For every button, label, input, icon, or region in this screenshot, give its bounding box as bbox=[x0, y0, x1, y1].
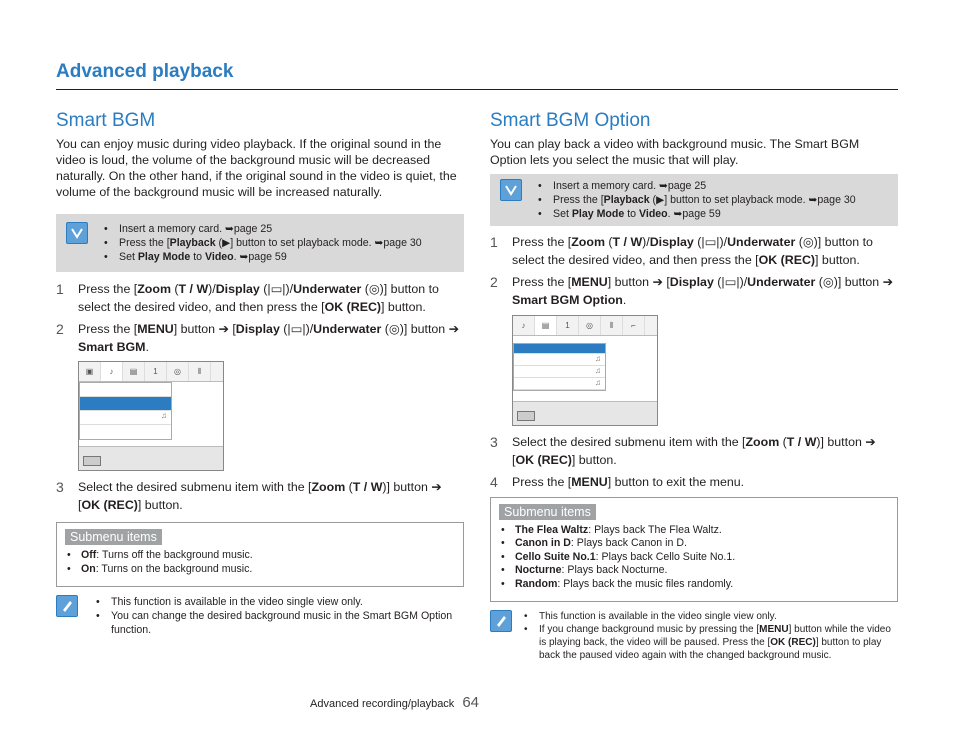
note-item: • Insert a memory card. ➥page 25 bbox=[104, 222, 422, 236]
tab-icon: ▤ bbox=[123, 362, 145, 381]
step-4: 4 Press the [MENU] button to exit the menu. bbox=[490, 474, 745, 490]
playback-icon: ▶ bbox=[656, 194, 665, 206]
screen-footer bbox=[513, 401, 657, 425]
submenu-items-label: Submenu items bbox=[65, 529, 162, 545]
checkmark-note-icon bbox=[500, 179, 522, 201]
submenu-row: ♫ bbox=[80, 411, 171, 425]
note-item: • Set Play Mode to Video. ➥page 59 bbox=[538, 207, 856, 221]
memo-item: • If you change background music by pressing the [MENU] button while the video is playing back, the video will be paused. Press the [OK (REC)] button to play back the paused video again with the changed background music. bbox=[524, 623, 898, 662]
note-item: • Set Play Mode to Video. ➥page 59 bbox=[104, 250, 422, 264]
underwater-icon: ◎ bbox=[368, 282, 380, 296]
memo-box bbox=[490, 610, 898, 662]
tab-icon: ♪ bbox=[513, 316, 535, 335]
submenu-list bbox=[513, 343, 606, 391]
underwater-icon: ◎ bbox=[388, 322, 400, 336]
display-icon: |▭| bbox=[267, 282, 286, 296]
note-item: • Press the [Playback (▶] button to set playback mode. ➥page 30 bbox=[104, 236, 422, 250]
submenu-row-selected bbox=[80, 397, 171, 411]
submenu-items-label: Submenu items bbox=[499, 504, 596, 520]
smart-bgm-option-section bbox=[490, 110, 898, 662]
tab-icon: ♪ bbox=[101, 362, 123, 381]
submenu-row: ♫ bbox=[514, 354, 605, 366]
tab-icon: ◎ bbox=[167, 362, 189, 381]
submenu-row: ♫ bbox=[514, 378, 605, 390]
display-icon: |▭| bbox=[721, 275, 740, 289]
tab-icon: 1 bbox=[557, 316, 579, 335]
footer-section: Advanced recording/playback bbox=[310, 698, 455, 710]
submenu-item: • On: Turns on the background music. bbox=[65, 563, 455, 577]
page-number: 64 bbox=[462, 694, 479, 711]
submenu-row: ♫ bbox=[514, 366, 605, 378]
smart-bgm-intro: You can enjoy music during video playback. If the original sound in the video is loud, the volume of the background music will be decreased naturally. On the other hand, if the original sound in the video is quiet, the volume of the background music will be increased naturally. bbox=[56, 137, 457, 199]
step-2: 2 Press the [MENU] button ➔ [Display (|▭|)/Underwater (◎)] button ➔ Smart BGM. bbox=[56, 321, 460, 354]
camera-menu-screen-smart-bgm-option bbox=[512, 315, 658, 426]
submenu-item: • Canon in D: Plays back Canon in D. bbox=[499, 537, 889, 551]
step-1: 1 Press the [Zoom (T / W)/Display (|▭|)/Underwater (◎)] button to select the desired video, and then press the [OK (REC)] button. bbox=[490, 234, 873, 267]
memo-item: • This function is available in the video single view only. bbox=[524, 610, 898, 623]
note-item: • Press the [Playback (▶] button to set playback mode. ➥page 30 bbox=[538, 193, 856, 207]
camera-menu-screen-smart-bgm bbox=[78, 361, 224, 471]
submenu-item: • The Flea Waltz: Plays back The Flea Waltz. bbox=[499, 524, 889, 538]
pencil-memo-icon bbox=[56, 595, 78, 617]
header-divider bbox=[56, 89, 898, 90]
back-icon bbox=[517, 411, 535, 421]
submenu-item: • Off: Turns off the background music. bbox=[65, 549, 455, 563]
tab-icon: ▤ bbox=[535, 316, 557, 335]
note-item: • Insert a memory card. ➥page 25 bbox=[538, 179, 856, 193]
submenu-item: • Random: Plays back the music files randomly. bbox=[499, 578, 889, 592]
submenu-list bbox=[79, 382, 172, 440]
memo-box bbox=[56, 595, 464, 637]
smart-bgm-section bbox=[56, 110, 464, 637]
tab-icon: ◎ bbox=[579, 316, 601, 335]
screen-footer bbox=[79, 446, 223, 470]
smart-bgm-option-intro: You can play back a video with background music. The Smart BGM Option lets you select the music that will play. bbox=[490, 137, 860, 167]
display-icon: |▭| bbox=[701, 235, 720, 249]
submenu-item: • Cello Suite No.1: Plays back Cello Suite No.1. bbox=[499, 551, 889, 565]
prerequisite-box bbox=[56, 214, 464, 272]
step-2: 2 Press the [MENU] button ➔ [Display (|▭|)/Underwater (◎)] button ➔ Smart BGM Option. bbox=[490, 274, 894, 307]
prerequisite-box bbox=[490, 174, 898, 226]
smart-bgm-option-title: Smart BGM Option bbox=[490, 110, 651, 131]
playback-icon: ▶ bbox=[222, 237, 231, 249]
tab-icon: ⦀ bbox=[601, 316, 623, 335]
display-icon: |▭| bbox=[287, 322, 306, 336]
submenu-items-box bbox=[490, 497, 898, 603]
submenu-item: • Nocturne: Plays back Nocturne. bbox=[499, 564, 889, 578]
tab-icon: ▣ bbox=[79, 362, 101, 381]
page-header-title: Advanced playback bbox=[56, 61, 234, 82]
underwater-icon: ◎ bbox=[802, 235, 814, 249]
pencil-memo-icon bbox=[490, 610, 512, 632]
step-3: 3 Select the desired submenu item with the [Zoom (T / W)] button ➔ [OK (REC)] button. bbox=[56, 479, 442, 512]
smart-bgm-title: Smart BGM bbox=[56, 110, 156, 131]
tab-icon: ⌐ bbox=[623, 316, 645, 335]
submenu-items-box bbox=[56, 522, 464, 587]
underwater-icon: ◎ bbox=[822, 275, 834, 289]
tab-icon: 1 bbox=[145, 362, 167, 381]
checkmark-note-icon bbox=[66, 222, 88, 244]
page-footer bbox=[310, 694, 479, 711]
memo-item: • This function is available in the video single view only. bbox=[96, 595, 464, 609]
step-3: 3 Select the desired submenu item with the [Zoom (T / W)] button ➔ [OK (REC)] button. bbox=[490, 434, 876, 467]
tab-icon: ⦀ bbox=[189, 362, 211, 381]
submenu-row-selected bbox=[514, 344, 605, 354]
back-icon bbox=[83, 456, 101, 466]
menu-tab-bar bbox=[79, 362, 223, 382]
submenu-row bbox=[80, 383, 171, 397]
memo-item: • You can change the desired background music in the Smart BGM Option function. bbox=[96, 609, 464, 637]
menu-tab-bar bbox=[513, 316, 657, 336]
step-1: 1 Press the [Zoom (T / W)/Display (|▭|)/Underwater (◎)] button to select the desired video, and then press the [OK (REC)] button. bbox=[56, 281, 439, 314]
